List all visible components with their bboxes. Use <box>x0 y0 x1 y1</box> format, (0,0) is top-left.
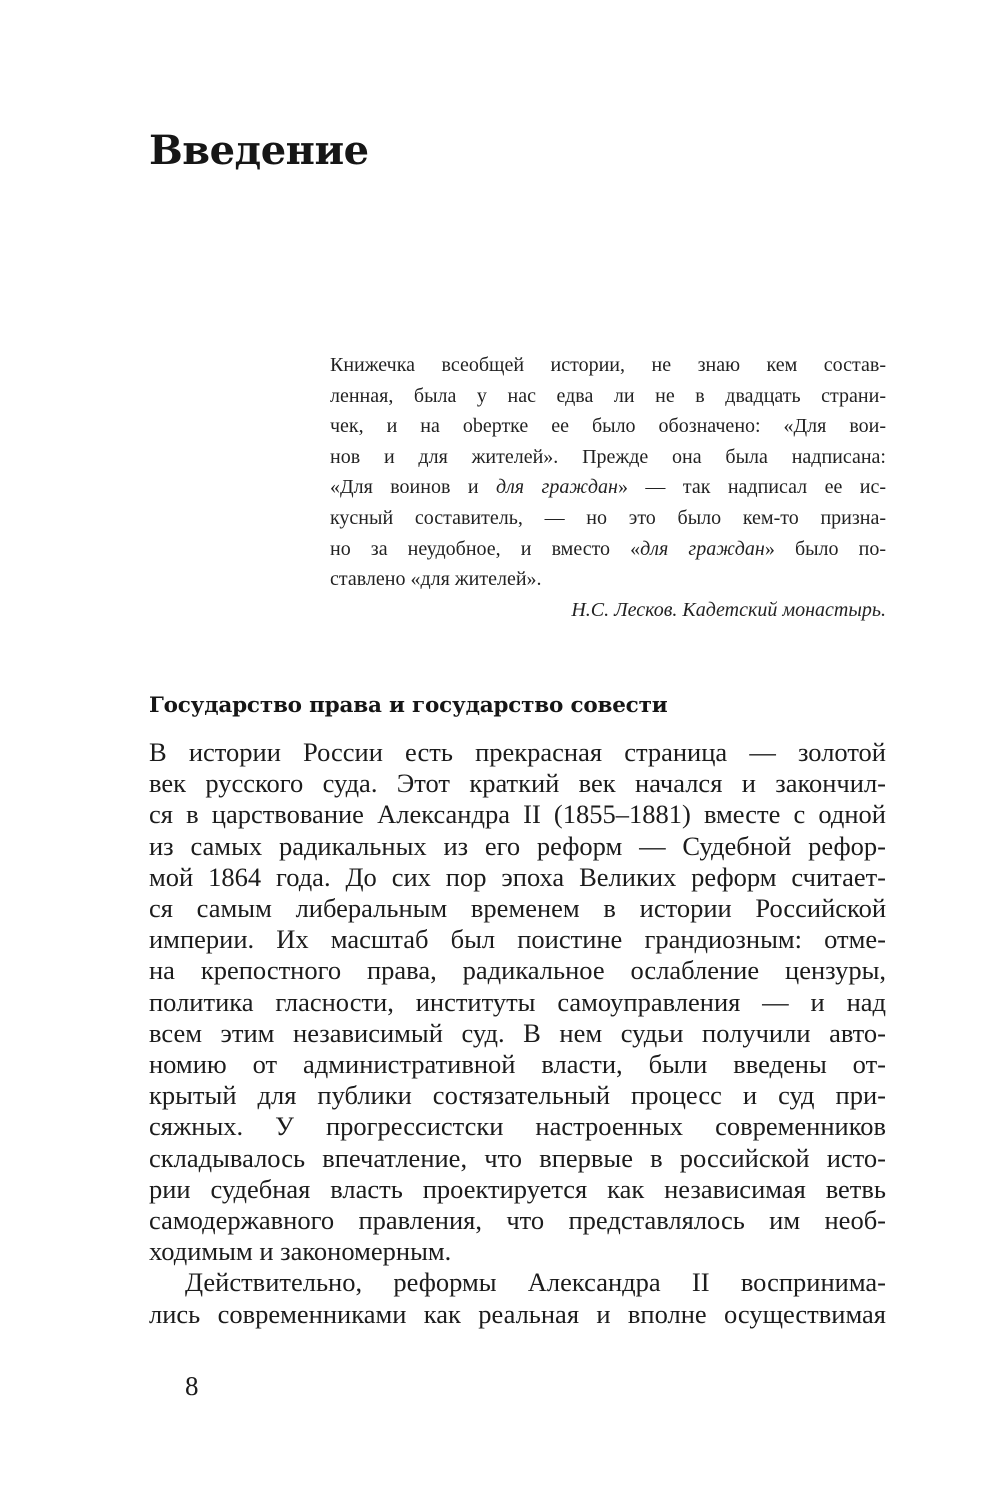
epigraph-line: Книжечка всеобщей истории, не знаю кем состав- <box>330 354 886 376</box>
body-line: мой 1864 года. До сих пор эпоха Великих реформ считает- <box>149 861 886 892</box>
epigraph <box>330 350 886 625</box>
body-text <box>149 737 886 1330</box>
epigraph-text: » — так надписал ее ис- <box>617 476 886 499</box>
body-line: сяжных. У прогрессистски настроенных современников <box>149 1111 886 1142</box>
body-line: политика гласности, институты самоуправления — и над <box>149 986 886 1017</box>
epigraph-source: Н.С. Лесков. Кадетский монастырь. <box>571 598 886 621</box>
body-line: на крепостного права, радикальное ослабление цензуры, <box>149 955 886 986</box>
epigraph-emphasis: для граждан <box>495 476 618 499</box>
body-line: из самых радикальных из его реформ — Судебной рефор- <box>149 830 886 861</box>
epigraph-text: «Для воинов и <box>330 476 496 499</box>
epigraph-line <box>330 534 886 565</box>
body-line: лись современниками как реальная и вполне осуществимая <box>149 1298 886 1329</box>
epigraph-text: но за неудобное, и вместо « <box>330 537 641 560</box>
body-line: ходимым и закономерным. <box>149 1236 452 1267</box>
epigraph-line: нов и для жителей». Прежде она была надписана: <box>330 445 886 468</box>
body-line: Действительно, реформы Александра II воспринима- <box>185 1267 886 1298</box>
body-line: ся в царствование Александра II (1855–1881) вместе с одной <box>149 799 886 830</box>
epigraph-line <box>330 472 886 503</box>
body-line: империи. Их масштаб был поистине грандиозным: отме- <box>149 924 886 955</box>
body-line: всем этим независимый суд. В нем судьи получили авто- <box>149 1017 886 1048</box>
body-line: складывалось впечатление, что впервые в российской исто- <box>149 1142 886 1173</box>
body-line: век русского суда. Этот краткий век начался и закончил- <box>149 768 886 799</box>
body-line: рии судебная власть проектируется как независимая ветвь <box>149 1173 886 1204</box>
chapter-title: Введение <box>149 127 369 174</box>
epigraph-line: ставлено «для жителей». <box>330 568 542 591</box>
epigraph-line: ленная, была у нас едва ли не в двадцать страни- <box>330 384 886 407</box>
body-line: крытый для публики состязательный процесс и суд при- <box>149 1080 886 1111</box>
epigraph-emphasis: для граждан <box>640 537 765 560</box>
body-line: ся самым либеральным временем в истории Российской <box>149 893 886 924</box>
body-line: номию от административной власти, были введены от- <box>149 1049 886 1080</box>
epigraph-line: чек, и на obeртке ее было обозначено: «Для вои- <box>330 415 886 438</box>
epigraph-line: кусный составитель, — но это было кем-то призна- <box>330 506 886 529</box>
page-number: 8 <box>185 1371 199 1401</box>
section-title: Государство права и государство совести <box>149 693 668 718</box>
body-line: самодержавного правления, что представлялось им необ- <box>149 1205 886 1236</box>
epigraph-text: » было по- <box>764 537 886 560</box>
body-line: В истории России есть прекрасная страница — золотой <box>149 737 886 767</box>
